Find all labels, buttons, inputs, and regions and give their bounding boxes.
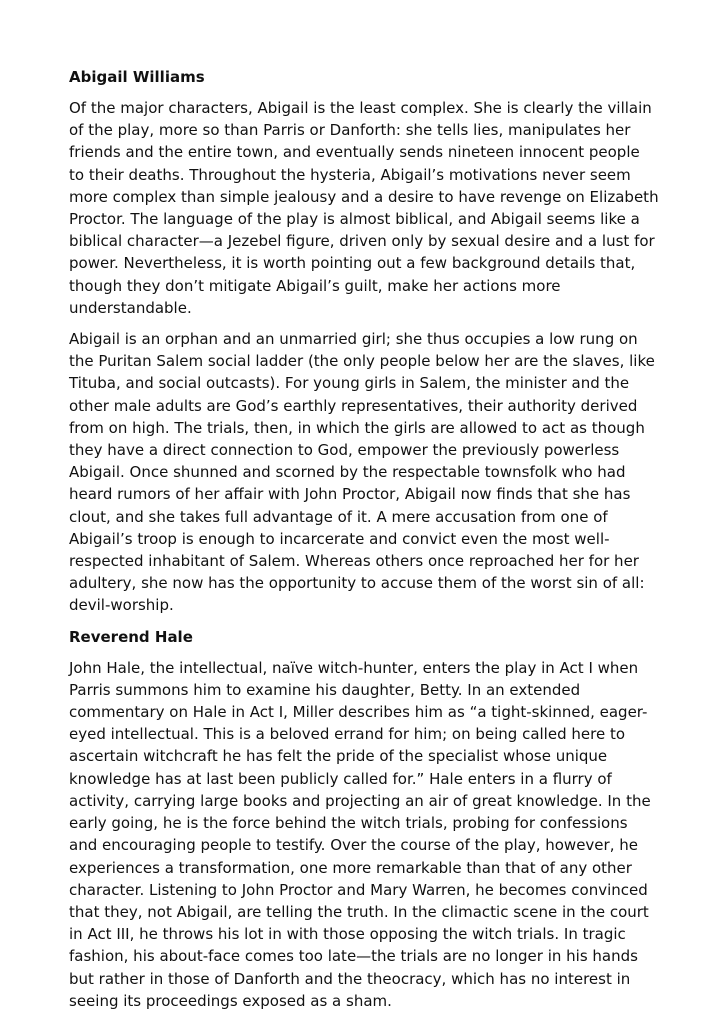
paragraph: John Hale, the intellectual, naïve witch-hunter, enters the play in Act I when Parris summons him to examine his daughter, Betty. In an extended commentary on Hale in Act I, Miller describes him as “a tight-skinned, eager-eyed intellectual. This is a beloved errand for him; on being called here to ascertain witchcraft he has felt the pride of the specialist whose unique knowledge has at last been publicly called for.” Hale enters in a flurry of activity, carrying large books and projecting an air of great knowledge. In the early going, he is the force behind the witch trials, probing for confessions and encouraging people to testify. Over the course of the play, however, he experiences a transformation, one more remarkable than that of any other character. Listening to John Proctor and Mary Warren, he becomes convinced that they, not Abigail, are telling the truth. In the climactic scene in the court in Act III, he throws his lot in with those opposing the witch trials. In tragic fashion, his about-face comes too late—the trials are no longer in his hands but rather in those of Danforth and the theocracy, which has no interest in seeing its proceedings exposed as a sham. xyxy=(69,658,651,1010)
section-reverend-hale xyxy=(69,626,659,1012)
section-heading: Abigail Williams xyxy=(69,68,205,86)
paragraph: Abigail is an orphan and an unmarried girl; she thus occupies a low rung on the Puritan Salem social ladder (the only people below her are the slaves, like Tituba, and social outcasts). For young girls in Salem, the minister and the other male adults are God’s earthly representatives, their authority derived from on high. The trials, then, in which the girls are allowed to act as though they have a direct connection to God, empower the previously powerless Abigail. Once shunned and scorned by the respectable townsfolk who had heard rumors of her affair with John Proctor, Abigail now finds that she has clout, and she takes full advantage of it. A mere accusation from one of Abigail’s troop is enough to incarcerate and convict even the most well-respected inhabitant of Salem. Whereas others once reproached her for her adultery, she now has the opportunity to accuse them of the worst sin of all: devil-worship. xyxy=(69,330,655,615)
section-abigail-williams xyxy=(69,66,659,617)
document-page xyxy=(69,66,659,1021)
paragraph: Of the major characters, Abigail is the least complex. She is clearly the villain of the play, more so than Parris or Danforth: she tells lies, manipulates her friends and the entire town, and eventually sends nineteen innocent people to their deaths. Throughout the hysteria, Abigail’s motivations never seem more complex than simple jealousy and a desire to have revenge on Elizabeth Proctor. The language of the play is almost biblical, and Abigail seems like a biblical character—a Jezebel figure, driven only by sexual desire and a lust for power. Nevertheless, it is worth pointing out a few background details that, though they don’t mitigate Abigail’s guilt, make her actions more understandable. xyxy=(69,99,659,317)
section-heading: Reverend Hale xyxy=(69,627,193,646)
